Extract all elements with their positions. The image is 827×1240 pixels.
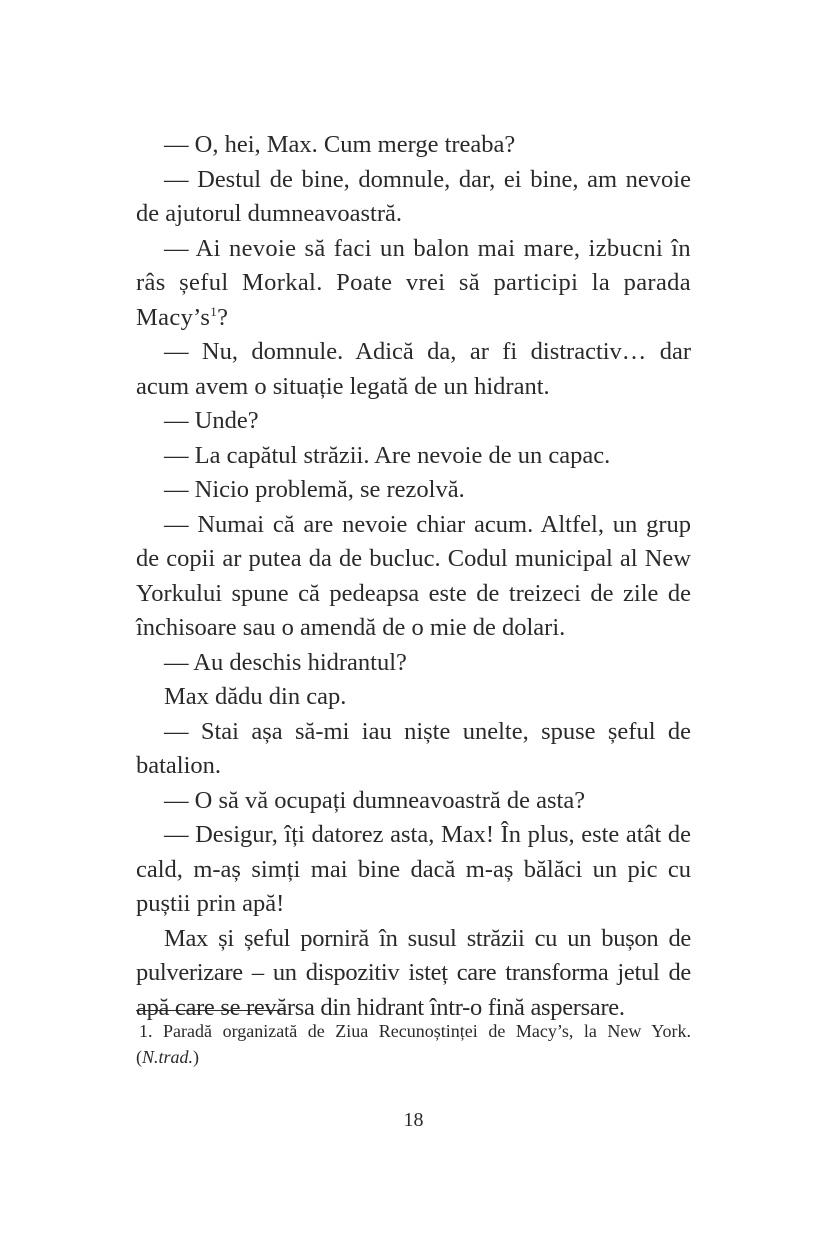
footnote-divider [136, 1010, 286, 1011]
paragraph: — Unde? [164, 407, 259, 434]
footnote-reference: 1 [210, 303, 218, 319]
footnote-text: Paradă organizată de Ziua Recunoștinței de Macy’s, la New York. [163, 1021, 691, 1041]
footnote-number: 1. [139, 1021, 153, 1041]
footnote [136, 1018, 691, 1070]
footnote-note-close: ) [193, 1047, 200, 1067]
paragraph: — Numai că are nevoie chiar acum. Altfel, un grup de copii ar putea da de bucluc. Codul municipal al New Yorkului spune că pedeapsa este de treizeci de zile de închisoare sau o amendă de o mie de dolari. [136, 510, 691, 641]
paragraph: Max dădu din cap. [164, 683, 347, 710]
page-body [136, 128, 691, 1025]
paragraph: — O să vă ocupați dumneavoastră de asta? [164, 786, 586, 814]
paragraph-text: ? [217, 303, 229, 331]
page-number: 18 [403, 1109, 424, 1131]
footnote-note-italic: N.trad. [142, 1047, 194, 1067]
paragraph: — Desigur, îți datorez asta, Max! În plus, este atât de cald, m-aș simți mai bine dacă m-aș bălăci un pic cu puștii prin apă! [136, 821, 691, 917]
paragraph: — La capătul străzii. Are nevoie de un capac. [164, 441, 611, 469]
paragraph [136, 232, 691, 336]
paragraph: — Destul de bine, domnule, dar, ei bine, am nevoie de ajutorul dumneavoastră. [136, 165, 691, 227]
paragraph: — O, hei, Max. Cum merge treaba? [164, 131, 516, 158]
footnote-note-open: ( [136, 1047, 142, 1067]
paragraph: — Au deschis hidrantul? [164, 648, 407, 676]
paragraph: Max și șeful porniră în susul străzii cu un bușon de pulverizare – un dispozitiv isteț care transforma jetul de apă care se revărsa din hidrant într-o fină aspersare. [136, 924, 691, 1021]
paragraph: — Stai așa să-mi iau niște unelte, spuse șeful de batalion. [136, 717, 691, 779]
paragraph: — Nicio problemă, se rezolvă. [164, 476, 465, 503]
paragraph-text: — Ai nevoie să faci un balon mai mare, izbucni în râs șeful Morkal. Poate vrei să participi la parada Macy’s [136, 234, 691, 331]
paragraph: — Nu, domnule. Adică da, ar fi distractiv… dar acum avem o situație legată de un hidrant. [136, 338, 691, 400]
